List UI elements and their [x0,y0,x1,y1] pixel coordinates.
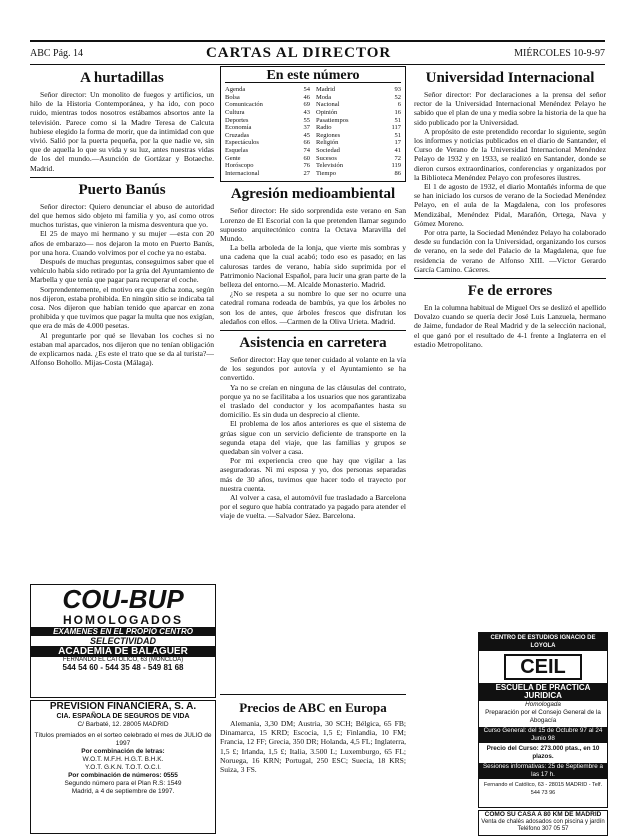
ad-prevision [30,700,216,834]
index-page: 76 [303,162,310,170]
index-entry [316,162,401,170]
ad-title: PREVISION FINANCIERA, S. A. [49,701,197,712]
letter-text: Señor director: Hay que tener cuidado al volante en la vía de los segundos por autovía y el Ayuntamiento se ha convertido. [220,354,406,383]
letter-text: ¿No se respeta a su nombre lo que ser no ocurre una catedral romana rodeada de bambús, ya que los árboles no son los de antes, que árboles frescos que disfrutan los aledaños con ellos. —Carmen de la Oliva Urieta. Madrid. [220,289,406,326]
index-entry [225,109,310,117]
index-section: Regiones [316,131,341,139]
headline-fe-de-errores: Fe de errores [467,283,553,300]
index-entry [225,170,310,178]
ad-line: Sesiones informativas: 25 de Septiembre a las 17 h. [479,763,607,779]
index-page: 55 [303,116,310,124]
letter-text: A propósito de este pretendido recordar lo siguiente, según los informes y noticias publicados en el diario de Santander, el Curso de Verano de la Universidad Internacional Menéndez Pelayo de 1932 y en 1933, se realizó en Santander, donde se dieron cursos extraordinarios, conferencias y organizados por la Biblioteca Menéndez Pelayo con profesores ilustres. [414,126,606,182]
ad-school: ACADEMIA DE BALAGUER [31,646,215,657]
ad-line: Títulos premiados en el sorteo celebrado el mes de JULIO de 1997 [34,732,212,747]
index-section: Nacional [316,101,340,109]
headline-puerto-banus: Puerto Banús [78,181,166,198]
index-page: 93 [394,86,401,94]
ad-line: Precio del Curso: 273.000 ptas., en 10 plazos. [486,745,600,760]
index-page: 16 [394,108,401,116]
ad-phones: 544 54 60 - 544 35 48 - 549 81 68 [62,663,184,672]
index-page: 6 [397,101,401,109]
index-entry [316,86,401,94]
index-section: Pasatiempos [316,116,349,124]
letter-text: El 1 de agosto de 1932, el diario Montañés informa de que se han iniciado los cursos de verano de la Sociedad Menéndez Pelayo, en el aula de la Magdalena, con los profesores Mendizábal, Menéndez Pidal, Marañón, Ortega, Nava y Gómez Moreno. [414,182,606,228]
ad-line: Teléfono 307 05 57 [517,826,569,832]
index-section: Cruzadas [225,131,250,139]
ad-school: ESCUELA DE PRACTICA JURIDICA [479,683,607,701]
ad-line: HOMOLOGADOS [63,613,183,627]
index-entry [225,155,310,163]
ad-address: FERNANDO EL CATÓLICO, 63 (MONCLOA) [62,657,184,663]
index-page: 60 [303,154,310,162]
section-title: CARTAS AL DIRECTOR [205,44,392,61]
index-entry [225,124,310,132]
index-section: Agenda [225,86,246,94]
index-entry [316,109,401,117]
letter-text: El 25 de mayo mi hermano y su mujer —esta con 20 años de embarazo— nos dejaron la moto en Puerto Banús, por una hora. Cuando volvimos por el coche ya no estaba. [30,229,214,257]
column-1 [30,66,214,578]
index-page: 74 [303,146,310,154]
index-section: Cultura [225,108,245,116]
index-page: 54 [303,86,310,94]
index-page: 45 [303,131,310,139]
ad-cou-bup [30,584,216,698]
ad-ceil [478,632,608,808]
ad-line: SELECTIVIDAD [89,636,156,646]
ad-line: COMO SU CASA A 80 KM DE MADRID [484,811,602,818]
index-section: Comunicación [225,101,263,109]
index-page: 72 [394,154,401,162]
page-header [30,40,605,65]
index-page: 69 [303,101,310,109]
ad-line: Homologada [525,701,561,708]
index-section: Deportes [225,116,249,124]
letter-text: Ya no se creían en ninguna de las cláusulas del contrato, porque ya no se facilitaba a los usuarios que nos garantizaba el traslado del conductor y los acompañantes hasta su domicilio. Es sin duda un desprecio al cliente. [220,382,406,420]
index-entry [225,162,310,170]
letter-text: Al volver a casa, el automóvil fue trasladado a Barcelona por el seguro que había contratado ya pagado para atender el viaje de vuelta. —Salvador Sáez. Barcelona. [220,493,406,521]
index-entry [225,117,310,125]
index-section: Moda [316,93,332,101]
index-page: 86 [394,169,401,177]
index-page: 66 [303,139,310,147]
index-section: Bolsa [225,93,240,101]
index-page: 117 [391,124,401,132]
index-box [220,66,406,182]
index-page: 41 [394,146,401,154]
headline-agresion: Agresión medioambiental [230,186,396,203]
index-section: Opinión [316,108,338,116]
page-date: MIÉRCOLES 10-9-97 [514,47,605,59]
letter-text: Señor director: Quiero denunciar el abuso de autoridad del que hemos sido objeto mi familia y yo, así como otros muchos turistas, que vinieron la misma desventura que yo. [30,201,214,230]
ad-head: CENTRO DE ESTUDIOS IGNACIO DE LOYOLA [479,633,607,651]
index-section: Radio [316,124,332,132]
index-page: 27 [303,169,310,177]
index-entry [316,155,401,163]
index-page: 52 [394,93,401,101]
divider [30,177,214,178]
index-section: Sociedad [316,146,340,154]
index-entry [225,101,310,109]
letter-text: En la columna habitual de Miguel Ors se deslizó el apellido Dovalzo cuando se quería decir José Luis Lanzuela, hermano de Jaime, fundador de Real Madrid y de la selección nacional, el que ganó por el resultado de 4-1 frente a Inglaterra en el estadio Metropolitano. [414,303,606,349]
letter-text: Señor director: He sido sorprendida este verano en San Lorenzo de El Escorial con la que pretenden llamar segundo supuesto arquitectónico contra la Octava Maravilla del Mundo. [220,206,406,243]
letter-text: El problema de los años anteriores es que el sistema de grúas sigue con un servicio deficiente de transporte en la segunda etapa del viaje, que las familias y grupos se quedaban sin volver a casa. [220,419,406,456]
index-section: Esquelas [225,146,249,154]
divider [220,330,406,331]
index-list-left [225,86,310,177]
index-page: 51 [394,131,401,139]
index-entry [316,139,401,147]
ad-line: Curso General: del 15 de Octubre 97 al 24 Junio 98 [479,727,607,743]
index-section: Sucesos [316,154,337,162]
index-section: Economía [225,124,252,132]
ad-line: W.O.T. M.F.H. H.G.T. B.H.K. [82,756,164,763]
index-entry [316,94,401,102]
column-3 [414,66,606,626]
ad-logo: CEIL [504,654,582,680]
ad-line: Por combinación de números: 0555 [68,772,178,779]
index-list [225,86,401,177]
index-section: Horóscopo [225,162,254,170]
prices-text: Alemania, 3,30 DM; Austria, 30 SCH; Bélgica, 65 FB; Dinamarca, 15 KRD; Escocia, 1,5 £; Finlandia, 10 FM; Francia, 12 FF; Grecia, 350 DR; Holanda, 4,5 FL; Inglaterra, 1,5 £; Irlanda, 1,5 £; Italia, 3.500 L; Luxemburgo, 65 FL; Noruega, 16 KRN; Portugal, 250 ESC; Suecia, 18 KRS; Suiza, 3 FS. [220,719,406,775]
letter-text: Al preguntarle por qué se llevaban los coches si no estaban mal aparcados, nos dijeron que no tenían obligación de explicarnos nada. ¿Es este el trato que se da al turista?—Alfonso Bohollo. Mijas-Costa (Málaga). [30,330,214,368]
index-entry [225,147,310,155]
ad-line: Por combinación de letras: [81,748,165,755]
ad-line: Segundo número para el Plan R.S: 1549 [64,780,182,787]
index-page: 37 [303,124,310,132]
letter-text: Señor director: Un monolito de fuegos y artificios, un hilo de la Historia Contemporánea, y ha ido, con poco ruido, mientras todos nosotros estábamos absortos ante la televisión. Parece como si la Madre Teresa de Calcuta hubiese elegido la forma de morir, que da intimidad con que vivió. Salió por la puerta pequeña, por la que nadie ve, sin que de aquella lo que su vida y su luz, antes nuestras vidas de los del mundo.—Asunción de Gortázar y Botaeche. Madrid. [30,90,214,173]
index-section: Televisión [316,162,343,170]
prices-box [220,694,406,833]
letter-text: La bella arboleda de la lonja, que vierte mis sombras y una cadena que la cual acabó; todo eso es pasado; en las calurosas tardes de verano, había sido suprimida por el Patrimonio Nacional Español, para lucir una gran parte de la belleza del entorno.—M. Alcalde Monasterio. Madrid. [220,243,406,289]
letter-text: Después de muchas preguntas, conseguimos saber que el vehículo había sido retirado por la grúa del Ayuntamiento de Marbella y que tenía que pagar para recuperar el coche. [30,257,214,285]
index-page: 46 [303,93,310,101]
index-section: Tiempo [316,169,336,177]
index-section: Madrid [316,86,336,94]
letter-text: Señor director: Por declaraciones a la prensa del señor rector de la Universidad Internacional Menéndez Pelayo he sabido que el plan de una y media sobre la historia de la que ha sido publicado por la Universidad. [414,90,606,127]
index-list-right [316,86,401,177]
index-page: 17 [394,139,401,147]
ad-line: Madrid, a 4 de septiembre de 1997. [71,788,175,795]
letter-text: Sorprendentemente, el motivo era que dicha zona, según nos dijeron, estaba prohibida. En ningún sitio se indicaba tal cosa. Nos dijeron que habían tenido que aparcar en zona prohibida y que tuvimos que pagar la multa que nos exigían, que era de más de 4.000 pesetas. [30,284,214,331]
index-entry [316,124,401,132]
index-entry [225,132,310,140]
letter-text: Por mi experiencia creo que hay que vigilar a las aseguradoras. Ni mi esposa y yo, dos personas separadas más de 30 años, tuvimos que hacer todo el trayecto por nuestra cuenta. [220,456,406,493]
headline-asistencia: Asistencia en carretera [239,334,387,351]
prices-title: Precios de ABC en Europa [239,700,387,715]
page-number: ABC Pág. 14 [30,47,84,59]
index-entry [316,132,401,140]
index-section: Internacional [225,169,260,177]
column-2 [220,66,406,686]
ad-line: Venta de chalés adosados con piscina y jardín [481,818,605,825]
index-entry [316,147,401,155]
headline-hurtadillas: A hurtadillas [80,70,164,86]
ad-address: C/ Barbaté, 12. 28005 MADRID [77,721,169,728]
ad-bottom [478,810,608,836]
divider [414,278,606,279]
index-section: Espectáculos [225,139,259,147]
index-entry [225,139,310,147]
index-entry [316,170,401,178]
ad-line: Y.O.T. G.K.N. T.O.T. O.C.I. [85,764,161,771]
ad-subtitle: CIA. ESPAÑOLA DE SEGUROS DE VIDA [56,713,190,720]
index-entry [316,101,401,109]
ad-line: Preparación por el Consejo General de la Abogacía [485,709,601,724]
index-section: Gente [225,154,241,162]
index-page: 43 [303,108,310,116]
index-entry [316,117,401,125]
index-page: 119 [391,162,401,170]
ad-line: Fernando el Católico, 63 - 28015 MADRID - Telf. 544 73 96 [483,782,603,796]
index-entry [225,86,310,94]
index-section: Religión [316,139,339,147]
index-page: 51 [394,116,401,124]
index-entry [225,94,310,102]
index-title: En este número [225,71,401,83]
letter-text: Por otra parte, la Sociedad Menéndez Pelayo ha colaborado desde su fundación con la Universidad, organizando los cursos de verano, en la sede del Palacio de la Magdalena, que fue residencia de verano de Alfonso XIII. —Víctor Gerardo García Camino. Cáceres. [414,228,606,274]
ad-brand: COU-BUP [62,584,184,614]
ad-line: EXAMENES EN EL PROPIO CENTRO [31,627,215,636]
headline-universidad: Universidad Internacional [425,70,595,86]
